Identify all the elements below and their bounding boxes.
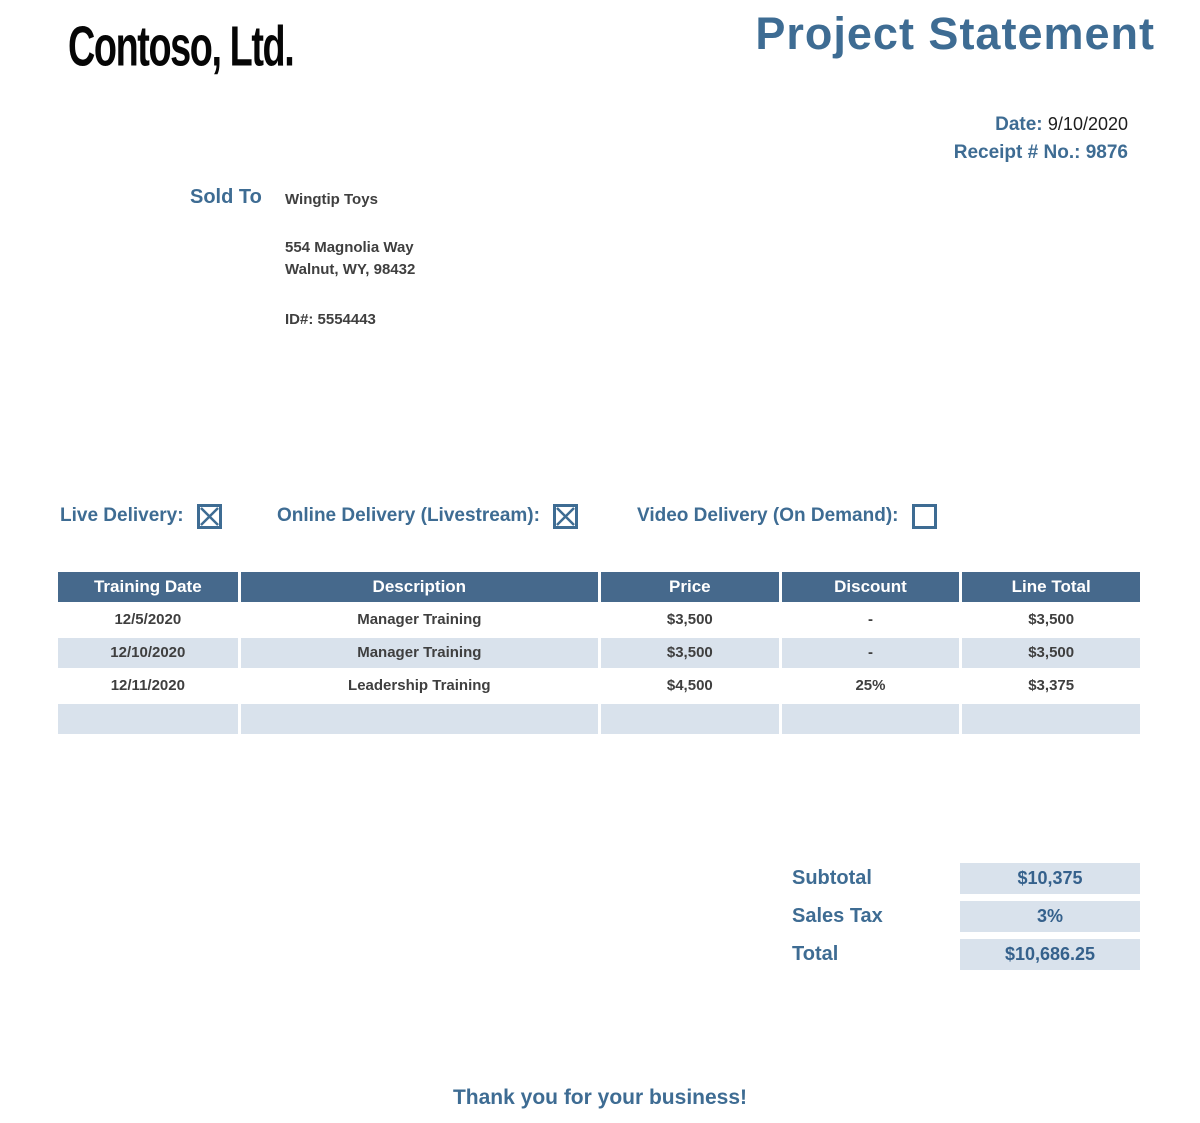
cell-description [241,704,598,734]
date-value: 9/10/2020 [1047,114,1128,134]
col-header-discount: Discount [782,572,960,602]
sold-to-address2: Walnut, WY, 98432 [285,261,416,278]
col-header-line-total: Line Total [962,572,1140,602]
online-delivery-checkbox[interactable] [553,504,578,529]
cell-description: Manager Training [357,611,482,628]
company-logo: Contoso, Ltd. [68,15,294,79]
col-header-price: Price [601,572,779,602]
delivery-option-online [277,503,578,529]
cell-price [601,704,779,734]
online-delivery-label: Online Delivery (Livestream): [277,505,540,526]
total-label: Total [792,943,839,965]
sold-to-id: ID#: 5554443 [285,311,376,328]
cell-discount [782,704,960,734]
cell-price: $3,500 [666,611,713,628]
cell-discount: 25% [855,677,886,694]
receipt-row [954,139,1128,167]
cell-discount: - [867,611,873,628]
sold-to-name: Wingtip Toys [285,191,378,208]
page-title: Project Statement [755,8,1155,59]
video-delivery-label: Video Delivery (On Demand): [637,505,899,526]
delivery-option-video [637,503,937,529]
document-meta [954,110,1128,167]
cell-line-total: $3,500 [962,638,1140,668]
cell-training-date: 12/10/2020 [58,638,238,668]
video-delivery-checkbox[interactable] [912,504,937,529]
receipt-label: Receipt # No.: [953,142,1081,163]
cell-line-total: $3,375 [1028,677,1075,694]
delivery-option-live [60,503,222,529]
cell-training-date: 12/11/2020 [110,677,185,694]
cell-training-date [58,704,238,734]
cell-line-total [962,704,1140,734]
cell-price: $4,500 [666,677,713,694]
total-value: $10,686.25 [960,939,1140,970]
subtotal-value: $10,375 [960,863,1140,894]
date-row [954,110,1128,139]
cell-line-total: $3,500 [1028,611,1075,628]
date-label: Date: [995,114,1043,135]
live-delivery-checkbox[interactable] [197,504,222,529]
sold-to-address1: 554 Magnolia Way [285,239,414,256]
subtotal-row [792,863,1140,894]
cell-description: Leadership Training [348,677,491,694]
x-mark-icon [556,507,575,526]
sales-tax-value: 3% [960,901,1140,932]
col-header-training-date: Training Date [58,572,238,602]
subtotal-label: Subtotal [792,867,872,889]
sales-tax-label: Sales Tax [792,905,883,927]
x-mark-icon [200,507,219,526]
cell-discount: - [782,638,960,668]
thank-you-message: Thank you for your business! [452,1086,748,1109]
cell-description: Manager Training [241,638,598,668]
col-header-description: Description [241,572,598,602]
sales-tax-row [792,901,1140,932]
total-row [792,939,1140,970]
line-items-table [58,572,1140,734]
cell-price: $3,500 [601,638,779,668]
receipt-value: 9876 [1085,142,1128,163]
sold-to-label: Sold To [190,186,262,208]
cell-training-date: 12/5/2020 [114,611,182,628]
live-delivery-label: Live Delivery: [60,505,184,526]
